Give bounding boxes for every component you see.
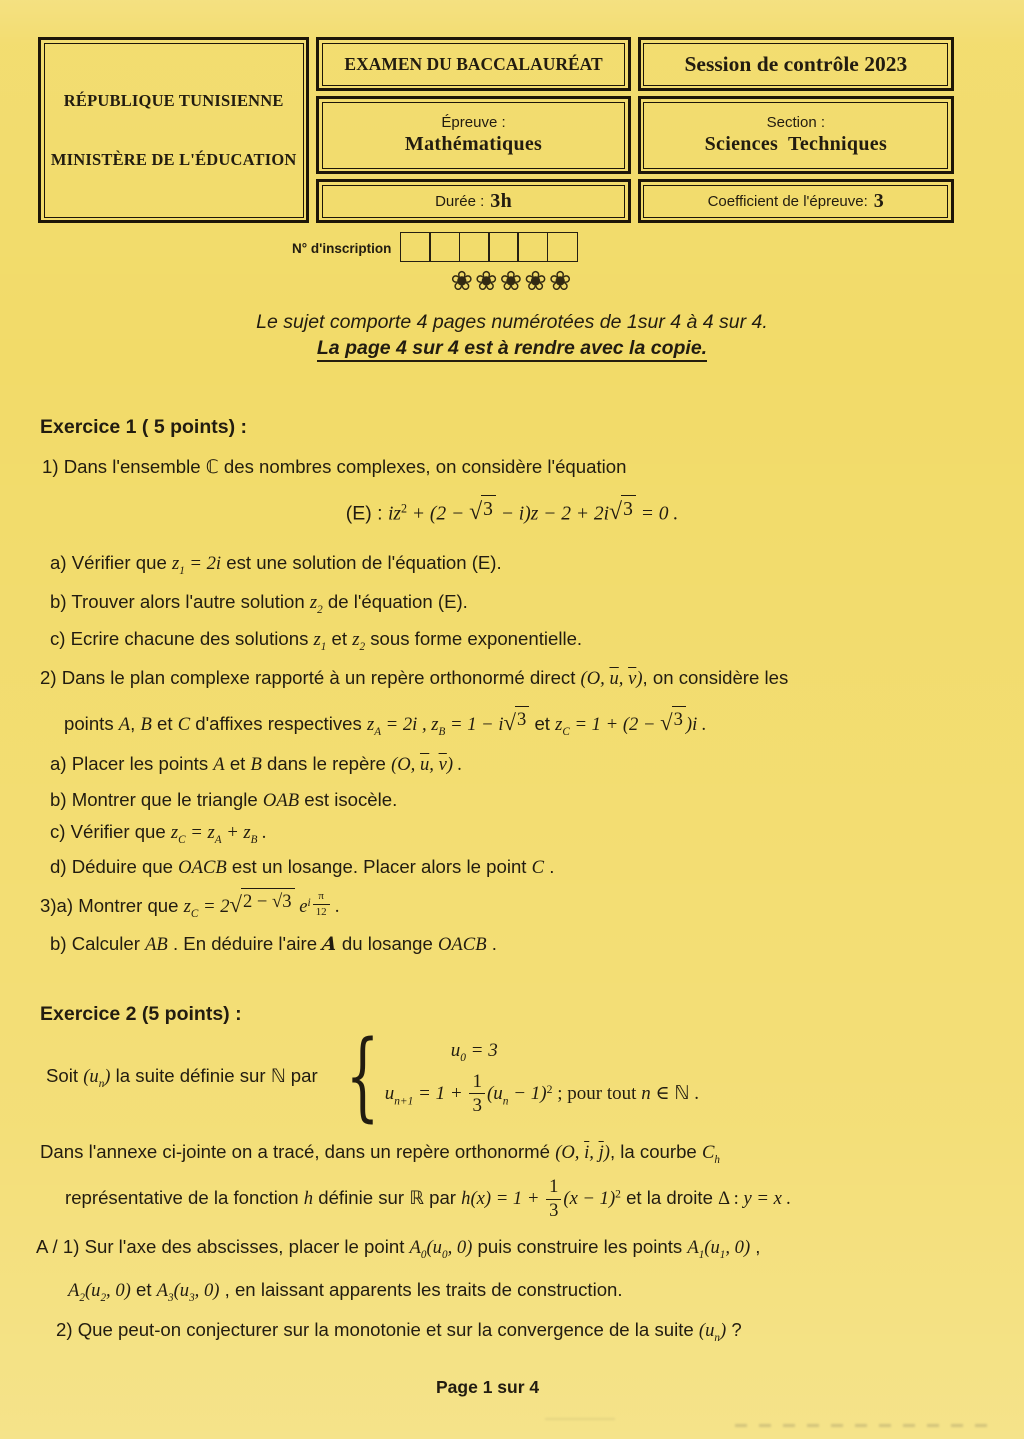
inscription-cell xyxy=(429,232,460,262)
header-left-column xyxy=(38,37,309,223)
ex1-q1: 1) Dans l'ensemble ℂ des nombres complexes, on considère l'équation xyxy=(42,456,627,478)
epreuve-box xyxy=(316,96,630,174)
ex2-qA1-wrap: $A_2(u_2$, 0) et $A_3(u_3$, 0) , en laissant apparents les traits de construction. xyxy=(68,1279,623,1305)
ex1-q1c: c) Ecrire chacune des solutions $z_1$ et $z_2$ sous forme exponentielle. xyxy=(50,628,583,654)
ex2-intro-line xyxy=(46,1020,699,1133)
session-title: Session de contrôle 2023 xyxy=(643,43,948,86)
ex2-qA1: A / 1) Sur l'axe des abscisses, placer le point $A_0(u_0$, 0) puis construire les points $A_1(u_1$, 0) , xyxy=(36,1236,761,1262)
page-footer: Page 1 sur 4 xyxy=(436,1377,540,1397)
notice-line-1: Le sujet comporte 4 pages numérotées de 1sur 4 à 4 sur 4. xyxy=(256,311,768,333)
ex2-qA2: 2) Que peut-on conjecturer sur la monotonie et sur la convergence de la suite $(u_n)$ ? xyxy=(56,1319,742,1345)
pencil-smudge xyxy=(735,1424,995,1427)
flower-ornament-icon: ❀❀❀❀❀ xyxy=(450,266,574,297)
inscription-cell xyxy=(488,232,519,262)
exam-title-box xyxy=(316,37,630,91)
ex2-system xyxy=(332,1020,699,1133)
ex1-q2d: d) Déduire que OACB est un losange. Placer alors le point C . xyxy=(50,856,555,878)
ex2-intro-text: Soit $(u_n)$ la suite définie sur ℕ par xyxy=(46,1065,318,1091)
section-value: Sciences Techniques xyxy=(704,133,888,155)
epreuve-value: Mathématiques xyxy=(404,133,543,155)
ex1-q2-wrap: points A, B et C d'affixes respectives $z_A = 2i$ , $z_B = 1 - i$ √ 3 et $z_C = 1 + (2$ − √ 3 )i . xyxy=(64,706,707,737)
ex2-title: Exercice 2 (5 points) : xyxy=(40,1003,242,1025)
ex1-q2c: c) Vérifier que $z_C = z_A + z_B$ . xyxy=(50,821,267,847)
ex1-q2: 2) Dans le plan complexe rapporté à un repère orthonormé direct (O, $\overline{u}$, $\overline{v}$), on considère les xyxy=(40,667,789,689)
brace-left: { xyxy=(345,1020,379,1133)
header-right-column xyxy=(638,37,954,223)
exam-header xyxy=(38,37,954,223)
ex1-q1a: a) Vérifier que $z_1 = 2i$ est une solution de l'équation (E). xyxy=(50,552,502,578)
coefficient-label: Coefficient de l'épreuve: xyxy=(707,192,868,210)
ex2-system-line1: $u_0 = 3$ xyxy=(450,1039,498,1064)
ex1-q1b: b) Trouver alors l'autre solution $z_2$ de l'équation (E). xyxy=(50,591,468,617)
section-label: Section : xyxy=(766,114,826,131)
duree-box xyxy=(316,179,630,223)
ex2-system-line2: $u_{n+1} = 1$ + $\frac{1}{3}$ $(u_n - 1)^2$ ; pour tout n ∈ ℕ . xyxy=(384,1071,699,1117)
exam-title: EXAMEN DU BACCALAURÉAT xyxy=(322,43,625,86)
ex1-q2a: a) Placer les points A et B dans le repère (O, $\overline{u}$, $\overline{v}$) . xyxy=(50,753,463,775)
inscription-cells xyxy=(400,232,578,262)
pencil-smudge xyxy=(545,1418,615,1420)
duree-value: 3h xyxy=(490,189,512,212)
ex1-q2b: b) Montrer que le triangle OAB est isocèle. xyxy=(50,789,398,811)
ex2-annex-line2: représentative de la fonction h définie sur ℝ par h(x) = 1 + $\frac{1}{3}$ $(x - 1)^2$ et la droite Δ : y = x . xyxy=(65,1176,792,1221)
ex1-q3b: b) Calculer AB . En déduire l'aire A du losange OACB . xyxy=(50,933,497,955)
ministry-box xyxy=(38,37,309,223)
ex2-annex-line1: Dans l'annexe ci-jointe on a tracé, dans un repère orthonormé (O, $\overline{i}$, $\overline{j}$), la courbe $C_h$ xyxy=(40,1141,720,1167)
notice-line-2: La page 4 sur 4 est à rendre avec la copie. xyxy=(0,337,1024,360)
ex1-q3a: 3)a) Montrer que $z_C = 2$ √ 2 − √3 e $^{i \frac{\pi}{12}}$ . xyxy=(40,889,340,921)
inscription-cell xyxy=(517,232,548,262)
inscription-cell xyxy=(547,232,578,262)
duree-label: Durée : xyxy=(435,192,485,210)
session-box xyxy=(638,37,954,91)
inscription-cell xyxy=(459,232,490,262)
header-middle-column xyxy=(316,37,630,223)
section-box xyxy=(638,96,954,174)
coefficient-value: 3 xyxy=(873,189,885,212)
inscription-row xyxy=(0,231,1024,265)
republic-line: RÉPUBLIQUE TUNISIENNE xyxy=(63,90,284,110)
coefficient-box xyxy=(638,179,954,223)
epreuve-label: Épreuve : xyxy=(441,114,506,131)
ministry-line: MINISTÈRE DE L'ÉDUCATION xyxy=(50,149,297,169)
ex1-title: Exercice 1 ( 5 points) : xyxy=(40,416,247,438)
inscription-label: N° d'inscription xyxy=(292,241,392,256)
inscription-cell xyxy=(400,232,431,262)
ex1-equation: (E) : $iz^2 + (2$ − √ 3 − i)z − 2 + 2i √ 3 = 0 . xyxy=(0,495,1024,527)
